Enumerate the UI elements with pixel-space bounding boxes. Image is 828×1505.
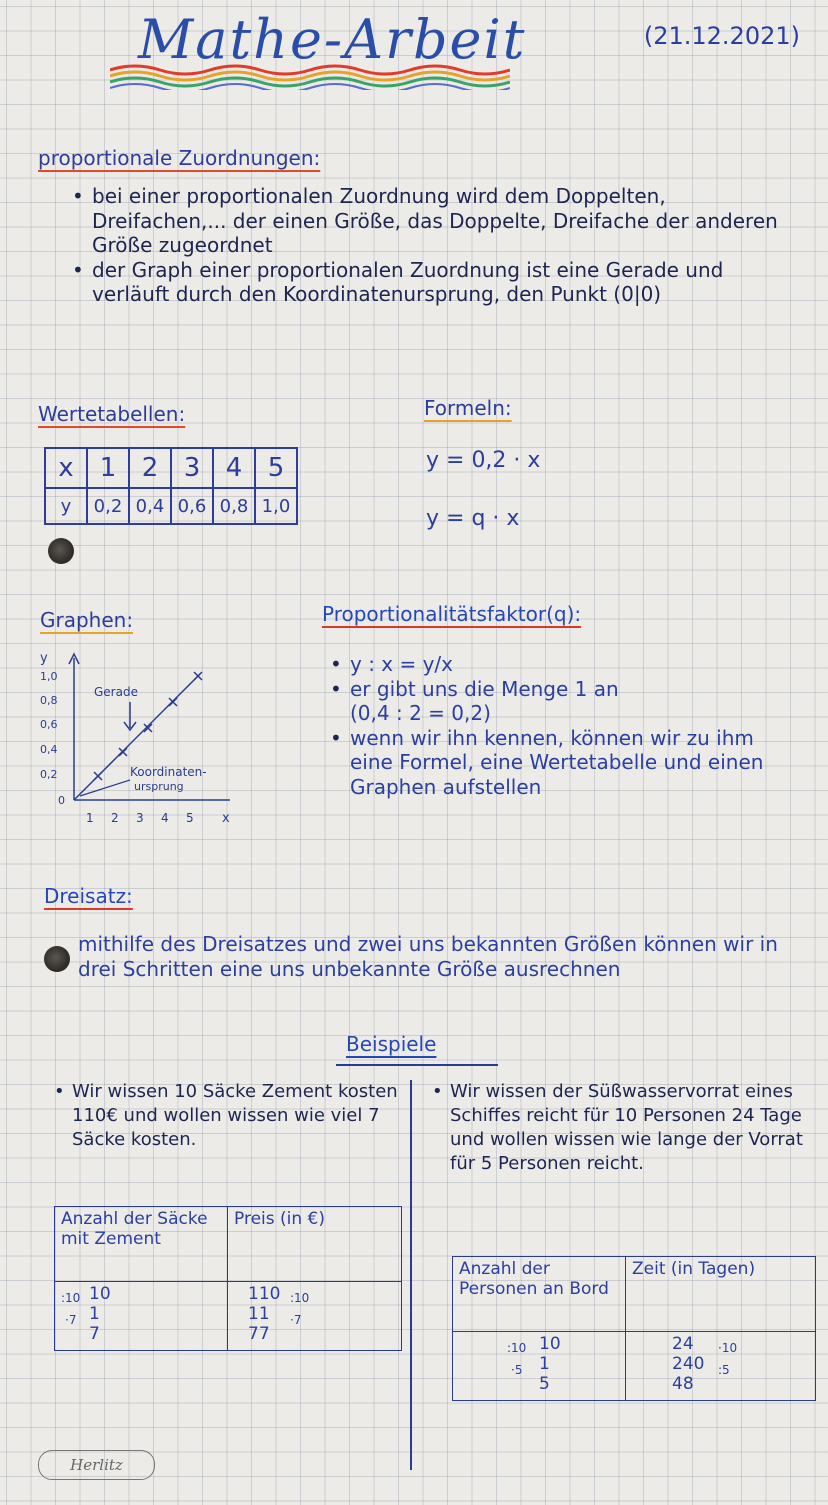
table-cell: y — [45, 488, 87, 524]
example-left-text: • Wir wissen 10 Säcke Zement kosten 110€ und wollen wissen wie viel 7 Säcke kosten. — [54, 1080, 402, 1152]
table-cell: x — [45, 448, 87, 488]
operation-label: :5 — [718, 1363, 730, 1377]
value-cell: 1 — [89, 1304, 100, 1324]
example-right-table — [452, 1256, 816, 1401]
arrow-icon — [80, 780, 130, 796]
x-tick: 3 — [136, 811, 144, 825]
punch-hole — [44, 946, 70, 972]
table-header-cell: Anzahl der Personen an Bord — [453, 1257, 626, 1332]
example-right-description: Wir wissen der Süßwasservorrat eines Schiffes reicht für 10 Personen 24 Tage und wollen wissen wie lange der Vorrat für 5 Personen reicht. — [450, 1081, 803, 1174]
formula-1: y = 0,2 · x — [426, 448, 541, 473]
proportional-graph — [30, 640, 290, 840]
heading-dreisatz: Dreisatz: — [44, 884, 133, 908]
heading-graphen: Graphen: — [40, 608, 134, 632]
value-cell: 7 — [89, 1324, 100, 1344]
rainbow-underline — [110, 62, 510, 90]
y-tick: 0,6 — [40, 718, 58, 731]
y-axis-label: y — [40, 651, 48, 666]
value-cell: 24 — [672, 1334, 694, 1354]
bullet-item: • bei einer proportionalen Zuordnung wird dem Doppelten, Dreifachen,... der einen Größe, das Doppelte, Dreifache der anderen Größe zugeordnet — [72, 184, 802, 258]
page-title: Mathe-Arbeit — [138, 8, 527, 71]
brand-logo: Herlitz — [38, 1450, 155, 1480]
label-gerade: Gerade — [94, 685, 138, 699]
table-header-cell: Preis (in €) — [228, 1207, 402, 1282]
heading-proportional: proportionale Zuordnungen: — [38, 146, 321, 170]
table-cell: 1 — [87, 448, 129, 488]
y-tick: 0,4 — [40, 743, 58, 756]
value-cell: 48 — [672, 1374, 694, 1394]
table-cell: 0,2 — [87, 488, 129, 524]
heading-beispiele: Beispiele — [346, 1032, 437, 1056]
table-row — [453, 1332, 816, 1401]
label-koordinaten: Koordinaten- — [130, 765, 207, 779]
value-cell: 110 — [248, 1284, 281, 1304]
operation-label: :10 — [507, 1341, 527, 1355]
faktor-b2-line: er gibt uns die Menge 1 an — [350, 676, 619, 701]
table-row — [45, 448, 297, 488]
value-cell: 240 — [672, 1354, 705, 1374]
table-row — [45, 488, 297, 524]
operation-label: ·10 — [718, 1341, 738, 1355]
proportional-bullets — [72, 184, 802, 307]
table-row — [55, 1282, 402, 1351]
example-right-text: • Wir wissen der Süßwasservorrat eines Schiffes reicht für 10 Personen 24 Tage und wollen wissen wie lange der Vorrat für 5 Personen reicht. — [432, 1080, 816, 1176]
heading-faktor: Proportionalitätsfaktor(q): — [322, 602, 582, 626]
table-row — [453, 1257, 816, 1332]
bullet-item: • wenn wir ihn kennen, können wir zu ihm eine Formel, eine Wertetabelle und einen Graphen aufstellen — [330, 726, 800, 800]
dreisatz-text: mithilfe des Dreisatzes und zwei uns bekannten Größen können wir in drei Schritten eine uns unbekannte Größe ausrechnen — [78, 932, 778, 981]
value-cell: 11 — [248, 1304, 270, 1324]
x-tick: 5 — [186, 811, 194, 825]
example-left-table — [54, 1206, 402, 1351]
y-tick: 1,0 — [40, 670, 58, 683]
value-cell: 1 — [539, 1354, 550, 1374]
heading-wertetabellen: Wertetabellen: — [38, 402, 186, 426]
table-row — [55, 1207, 402, 1282]
table-cell: 2 — [129, 448, 171, 488]
operation-label: :10 — [290, 1291, 310, 1305]
table-cell: 0,6 — [171, 488, 213, 524]
x-tick: 1 — [86, 811, 94, 825]
table-header-cell: Anzahl der Säcke mit Zement — [55, 1207, 228, 1282]
formula-2: y = q · x — [426, 506, 520, 531]
y-tick: 0,2 — [40, 768, 58, 781]
value-table — [44, 447, 298, 525]
x-tick: 4 — [161, 811, 169, 825]
table-cell: 1,0 — [255, 488, 297, 524]
operation-label: :10 — [61, 1291, 81, 1305]
value-cell: 10 — [89, 1284, 111, 1304]
operation-label: ·5 — [511, 1363, 523, 1377]
example-left-description: Wir wissen 10 Säcke Zement kosten 110€ und wollen wissen wie viel 7 Säcke kosten. — [72, 1081, 398, 1150]
punch-hole — [48, 538, 74, 564]
bullet-item — [330, 677, 800, 726]
table-cell: 5 — [255, 448, 297, 488]
bullet-item: • y : x = y/x — [330, 652, 800, 677]
faktor-b2-example: (0,4 : 2 = 0,2) — [350, 701, 491, 725]
column-divider — [410, 1080, 412, 1470]
value-cell: 5 — [539, 1374, 550, 1394]
table-cell: 3 — [171, 448, 213, 488]
heading-formeln: Formeln: — [424, 396, 512, 420]
table-cell: 0,4 — [129, 488, 171, 524]
x-axis-label: x — [222, 811, 230, 826]
x-tick: 2 — [111, 811, 119, 825]
label-ursprung: ursprung — [134, 780, 184, 793]
heading-underline — [336, 1064, 498, 1066]
y-tick: 0 — [58, 794, 65, 807]
value-cell: 10 — [539, 1334, 561, 1354]
bullet-item: • der Graph einer proportionalen Zuordnung ist eine Gerade und verläuft durch den Koordinatenursprung, den Punkt (0|0) — [72, 258, 802, 307]
date: (21.12.2021) — [643, 22, 800, 50]
faktor-bullets — [330, 652, 800, 799]
operation-label: ·7 — [290, 1313, 302, 1327]
y-tick: 0,8 — [40, 694, 58, 707]
table-header-cell: Zeit (in Tagen) — [626, 1257, 816, 1332]
operation-label: ·7 — [65, 1313, 77, 1327]
value-cell: 77 — [248, 1324, 270, 1344]
table-cell: 0,8 — [213, 488, 255, 524]
table-cell: 4 — [213, 448, 255, 488]
